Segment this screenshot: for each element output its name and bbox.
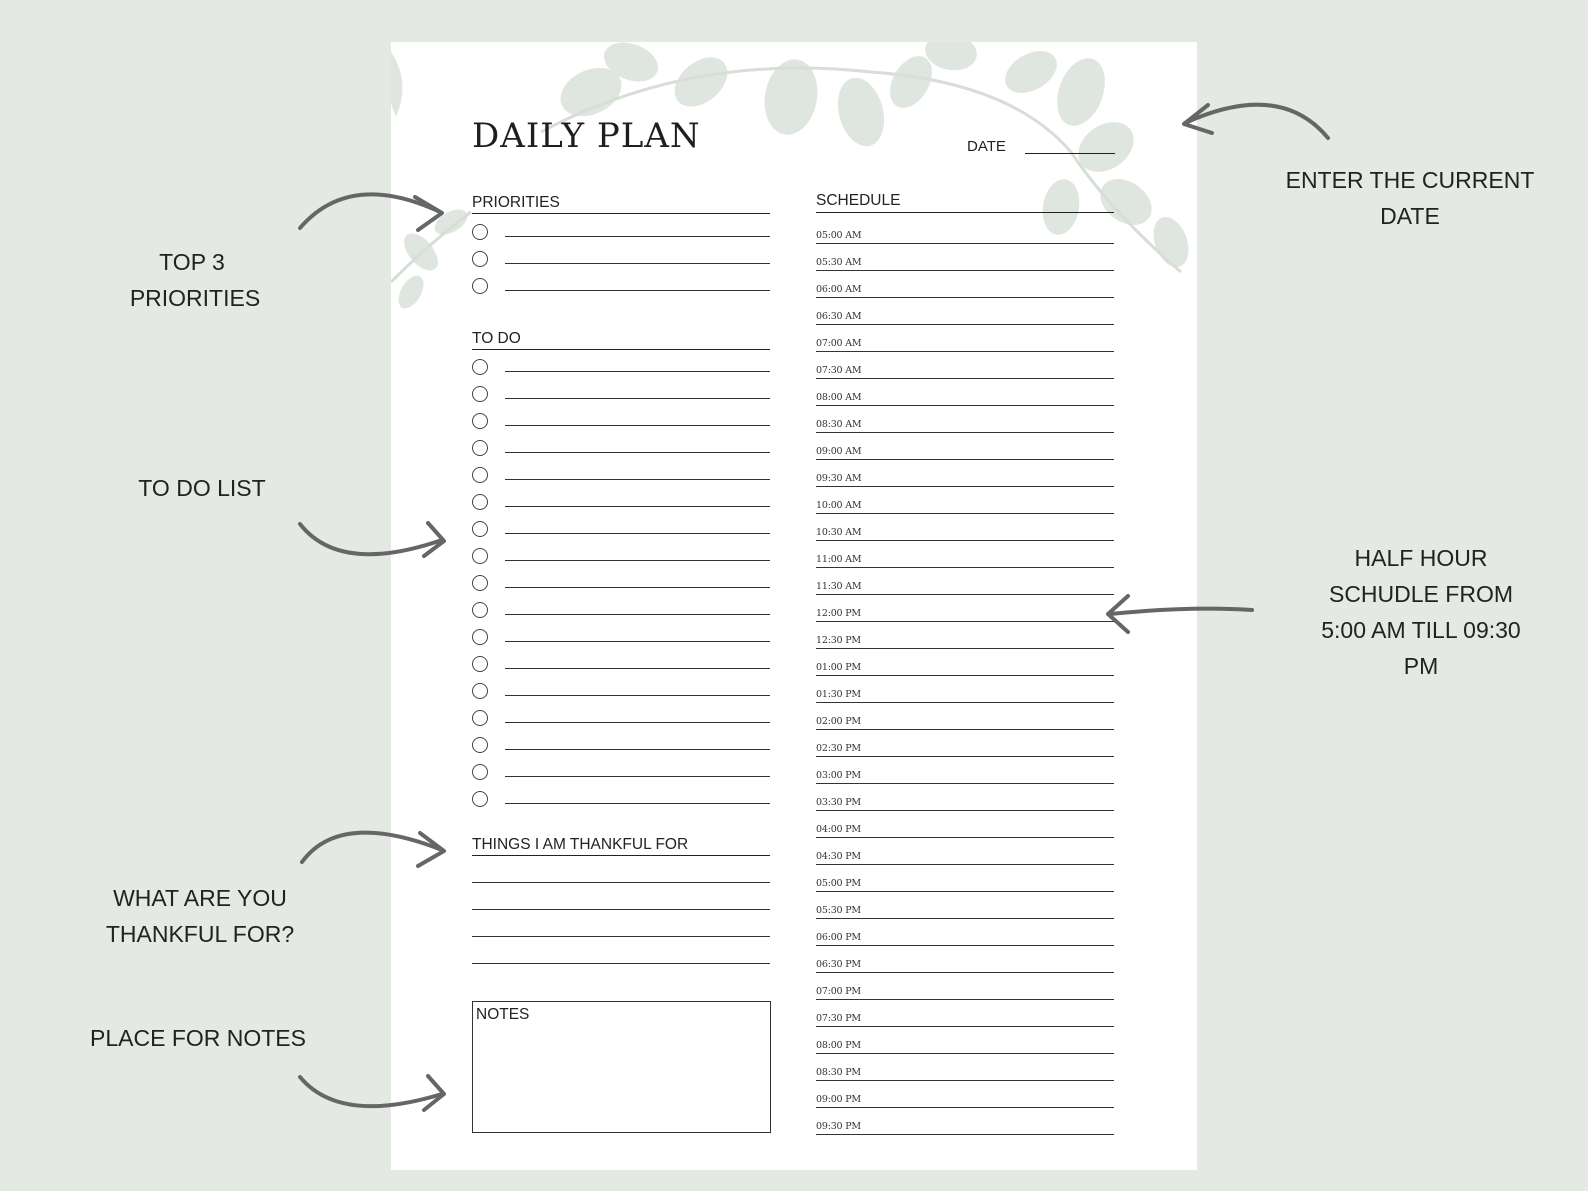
todo-row[interactable]: [472, 791, 770, 818]
write-line[interactable]: [816, 351, 1114, 352]
annotation-line: HALF HOUR: [1354, 545, 1488, 571]
schedule-slot[interactable]: [816, 655, 1114, 682]
schedule-time: 09:30 AM: [816, 473, 862, 484]
write-line[interactable]: [505, 641, 770, 642]
schedule-slot[interactable]: [816, 763, 1114, 790]
schedule-slot[interactable]: [816, 1033, 1114, 1060]
schedule-time: 06:30 AM: [816, 311, 862, 322]
date-label: DATE: [967, 138, 1006, 155]
checkbox-circle-icon[interactable]: [472, 548, 488, 564]
write-line[interactable]: [816, 432, 1114, 433]
schedule-time: 03:00 PM: [816, 770, 861, 781]
write-line[interactable]: [505, 668, 770, 669]
schedule-slot[interactable]: [816, 223, 1114, 250]
schedule-slot[interactable]: [816, 412, 1114, 439]
schedule-slot[interactable]: [816, 331, 1114, 358]
todo-row[interactable]: [472, 710, 770, 737]
annotation-line: PRIORITIES: [129, 285, 261, 311]
schedule-slot[interactable]: [816, 736, 1114, 763]
todo-row[interactable]: [472, 575, 770, 602]
write-line[interactable]: [816, 918, 1114, 919]
write-line[interactable]: [505, 803, 770, 804]
arrow-icon: [1184, 105, 1328, 138]
schedule-slot[interactable]: [816, 790, 1114, 817]
annotation-todo-list: [122, 470, 282, 506]
schedule-slot[interactable]: [816, 439, 1114, 466]
todo-row[interactable]: [472, 683, 770, 710]
schedule-time: 11:30 AM: [816, 581, 862, 592]
write-line[interactable]: [816, 729, 1114, 730]
write-line[interactable]: [816, 675, 1114, 676]
write-line[interactable]: [816, 1053, 1114, 1054]
checkbox-circle-icon[interactable]: [472, 224, 488, 240]
annotation-line: TOP 3: [159, 249, 225, 275]
schedule-slot[interactable]: [816, 844, 1114, 871]
checkbox-circle-icon[interactable]: [472, 251, 488, 267]
write-line[interactable]: [816, 1134, 1114, 1135]
schedule-time: 01:00 PM: [816, 662, 861, 673]
checkbox-circle-icon[interactable]: [472, 683, 488, 699]
todo-row[interactable]: [472, 359, 770, 386]
thankful-line[interactable]: [472, 936, 770, 937]
schedule-time: 03:30 PM: [816, 797, 861, 808]
schedule-time: 05:00 AM: [816, 230, 862, 241]
write-line[interactable]: [816, 702, 1114, 703]
write-line[interactable]: [816, 297, 1114, 298]
schedule-time: 12:30 PM: [816, 635, 861, 646]
todo-row[interactable]: [472, 413, 770, 440]
write-line[interactable]: [816, 945, 1114, 946]
schedule-slot[interactable]: [816, 871, 1114, 898]
checkbox-circle-icon[interactable]: [472, 602, 488, 618]
schedule-time: 07:00 AM: [816, 338, 862, 349]
planner-sheet: [391, 42, 1197, 1170]
checkbox-circle-icon[interactable]: [472, 764, 488, 780]
checkbox-circle-icon[interactable]: [472, 359, 488, 375]
write-line[interactable]: [816, 864, 1114, 865]
schedule-slot[interactable]: [816, 1060, 1114, 1087]
schedule-time: 05:30 PM: [816, 905, 861, 916]
todo-row[interactable]: [472, 521, 770, 548]
write-line[interactable]: [816, 540, 1114, 541]
checkbox-circle-icon[interactable]: [472, 575, 488, 591]
todo-row[interactable]: [472, 629, 770, 656]
section-rule: [472, 213, 770, 214]
write-line[interactable]: [505, 479, 770, 480]
todo-row[interactable]: [472, 737, 770, 764]
write-line[interactable]: [816, 513, 1114, 514]
checkbox-circle-icon[interactable]: [472, 656, 488, 672]
annotation-line: SCHUDLE FROM: [1328, 581, 1513, 607]
checkbox-circle-icon[interactable]: [472, 710, 488, 726]
page-title: DAILY PLAN: [472, 116, 701, 156]
schedule-slot[interactable]: [816, 385, 1114, 412]
checkbox-circle-icon[interactable]: [472, 521, 488, 537]
schedule-slot[interactable]: [816, 709, 1114, 736]
schedule-slot[interactable]: [816, 898, 1114, 925]
priorities-title: PRIORITIES: [472, 194, 560, 211]
schedule-time: 10:30 AM: [816, 527, 862, 538]
schedule-time: 10:00 AM: [816, 500, 862, 511]
schedule-slot[interactable]: [816, 493, 1114, 520]
checkbox-circle-icon[interactable]: [472, 467, 488, 483]
schedule-time: 04:00 PM: [816, 824, 861, 835]
write-line[interactable]: [816, 1107, 1114, 1108]
thankful-line[interactable]: [472, 909, 770, 910]
annotation-schedule: [1296, 540, 1546, 684]
schedule-slot[interactable]: [816, 628, 1114, 655]
schedule-time: 08:30 PM: [816, 1067, 861, 1078]
write-line[interactable]: [816, 891, 1114, 892]
todo-row[interactable]: [472, 764, 770, 791]
annotation-line: 5:00 AM TILL 09:30: [1321, 617, 1521, 643]
schedule-time: 06:30 PM: [816, 959, 861, 970]
write-line[interactable]: [816, 972, 1114, 973]
schedule-time: 08:00 AM: [816, 392, 862, 403]
todo-row[interactable]: [472, 656, 770, 683]
annotation-line: ENTER THE CURRENT: [1285, 167, 1535, 193]
schedule-time: 11:00 AM: [816, 554, 862, 565]
write-line[interactable]: [816, 243, 1114, 244]
annotation-top-priorities: [120, 244, 270, 316]
schedule-slot[interactable]: [816, 304, 1114, 331]
priority-row[interactable]: [472, 251, 770, 278]
schedule-time: 07:30 PM: [816, 1013, 861, 1024]
write-line[interactable]: [816, 567, 1114, 568]
todo-row[interactable]: [472, 602, 770, 629]
write-line[interactable]: [816, 486, 1114, 487]
write-line[interactable]: [505, 587, 770, 588]
schedule-slot[interactable]: [816, 466, 1114, 493]
write-line[interactable]: [816, 837, 1114, 838]
write-line[interactable]: [816, 783, 1114, 784]
schedule-slot[interactable]: [816, 1087, 1114, 1114]
write-line[interactable]: [816, 324, 1114, 325]
todo-row[interactable]: [472, 494, 770, 521]
schedule-time: 06:00 AM: [816, 284, 862, 295]
schedule-time: 08:30 AM: [816, 419, 862, 430]
section-rule: [472, 855, 770, 856]
schedule-slot[interactable]: [816, 277, 1114, 304]
schedule-slot[interactable]: [816, 520, 1114, 547]
section-rule: [816, 212, 1114, 213]
write-line[interactable]: [505, 506, 770, 507]
schedule-slot[interactable]: [816, 574, 1114, 601]
write-line[interactable]: [505, 236, 770, 237]
write-line[interactable]: [505, 398, 770, 399]
annotation-line: TO DO LIST: [138, 475, 266, 501]
schedule-time: 09:00 AM: [816, 446, 862, 457]
write-line[interactable]: [816, 1026, 1114, 1027]
todo-row[interactable]: [472, 548, 770, 575]
schedule-slot[interactable]: [816, 979, 1114, 1006]
write-line[interactable]: [505, 722, 770, 723]
schedule-slot[interactable]: [816, 601, 1114, 628]
checkbox-circle-icon[interactable]: [472, 440, 488, 456]
annotation-thankful: [95, 880, 305, 952]
write-line[interactable]: [505, 452, 770, 453]
section-rule: [472, 349, 770, 350]
write-line[interactable]: [505, 371, 770, 372]
write-line[interactable]: [816, 270, 1114, 271]
notes-title: NOTES: [476, 1006, 530, 1023]
schedule-slot[interactable]: [816, 817, 1114, 844]
write-line[interactable]: [816, 378, 1114, 379]
schedule-time: 06:00 PM: [816, 932, 861, 943]
write-line[interactable]: [816, 648, 1114, 649]
schedule-time: 05:00 PM: [816, 878, 861, 889]
thankful-line[interactable]: [472, 963, 770, 964]
write-line[interactable]: [505, 263, 770, 264]
date-input-line[interactable]: [1025, 153, 1115, 154]
schedule-slot[interactable]: [816, 925, 1114, 952]
write-line[interactable]: [816, 810, 1114, 811]
schedule-title: SCHEDULE: [816, 192, 901, 209]
schedule-slot[interactable]: [816, 250, 1114, 277]
thankful-line[interactable]: [472, 882, 770, 883]
schedule-time: 08:00 PM: [816, 1040, 861, 1051]
schedule-time: 07:30 AM: [816, 365, 862, 376]
todo-row[interactable]: [472, 386, 770, 413]
checkbox-circle-icon[interactable]: [472, 737, 488, 753]
checkbox-circle-icon[interactable]: [472, 494, 488, 510]
annotation-line: PM: [1403, 653, 1439, 679]
schedule-slot[interactable]: [816, 547, 1114, 574]
schedule-time: 07:00 PM: [816, 986, 861, 997]
write-line[interactable]: [505, 560, 770, 561]
write-line[interactable]: [505, 425, 770, 426]
schedule-slot[interactable]: [816, 682, 1114, 709]
annotation-line: PLACE FOR NOTES: [90, 1025, 306, 1051]
schedule-slot[interactable]: [816, 1006, 1114, 1033]
priority-row[interactable]: [472, 278, 770, 305]
write-line[interactable]: [505, 290, 770, 291]
schedule-time: 01:30 PM: [816, 689, 861, 700]
todo-row[interactable]: [472, 467, 770, 494]
schedule-slot[interactable]: [816, 952, 1114, 979]
schedule-slot[interactable]: [816, 1114, 1114, 1141]
write-line[interactable]: [505, 533, 770, 534]
notes-box[interactable]: [472, 1001, 771, 1133]
schedule-time: 02:30 PM: [816, 743, 861, 754]
schedule-time: 04:30 PM: [816, 851, 861, 862]
schedule-time: 09:30 PM: [816, 1121, 861, 1132]
write-line[interactable]: [816, 405, 1114, 406]
write-line[interactable]: [816, 1080, 1114, 1081]
todo-title: TO DO: [472, 330, 521, 347]
schedule-slot[interactable]: [816, 358, 1114, 385]
write-line[interactable]: [816, 621, 1114, 622]
schedule-time: 05:30 AM: [816, 257, 862, 268]
annotation-line: DATE: [1380, 203, 1440, 229]
write-line[interactable]: [816, 999, 1114, 1000]
checkbox-circle-icon[interactable]: [472, 791, 488, 807]
write-line[interactable]: [816, 594, 1114, 595]
checkbox-circle-icon[interactable]: [472, 386, 488, 402]
todo-row[interactable]: [472, 440, 770, 467]
checkbox-circle-icon[interactable]: [472, 629, 488, 645]
annotation-date: [1270, 162, 1550, 234]
annotation-line: THANKFUL FOR?: [105, 921, 295, 947]
write-line[interactable]: [505, 614, 770, 615]
write-line[interactable]: [505, 776, 770, 777]
schedule-time: 09:00 PM: [816, 1094, 861, 1105]
schedule-time: 12:00 PM: [816, 608, 861, 619]
annotation-notes: [80, 1020, 316, 1056]
write-line[interactable]: [816, 459, 1114, 460]
write-line[interactable]: [816, 756, 1114, 757]
thankful-title: THINGS I AM THANKFUL FOR: [472, 836, 689, 853]
annotation-line: WHAT ARE YOU: [113, 885, 287, 911]
write-line[interactable]: [505, 695, 770, 696]
priority-row[interactable]: [472, 224, 770, 251]
checkbox-circle-icon[interactable]: [472, 413, 488, 429]
checkbox-circle-icon[interactable]: [472, 278, 488, 294]
schedule-time: 02:00 PM: [816, 716, 861, 727]
write-line[interactable]: [505, 749, 770, 750]
